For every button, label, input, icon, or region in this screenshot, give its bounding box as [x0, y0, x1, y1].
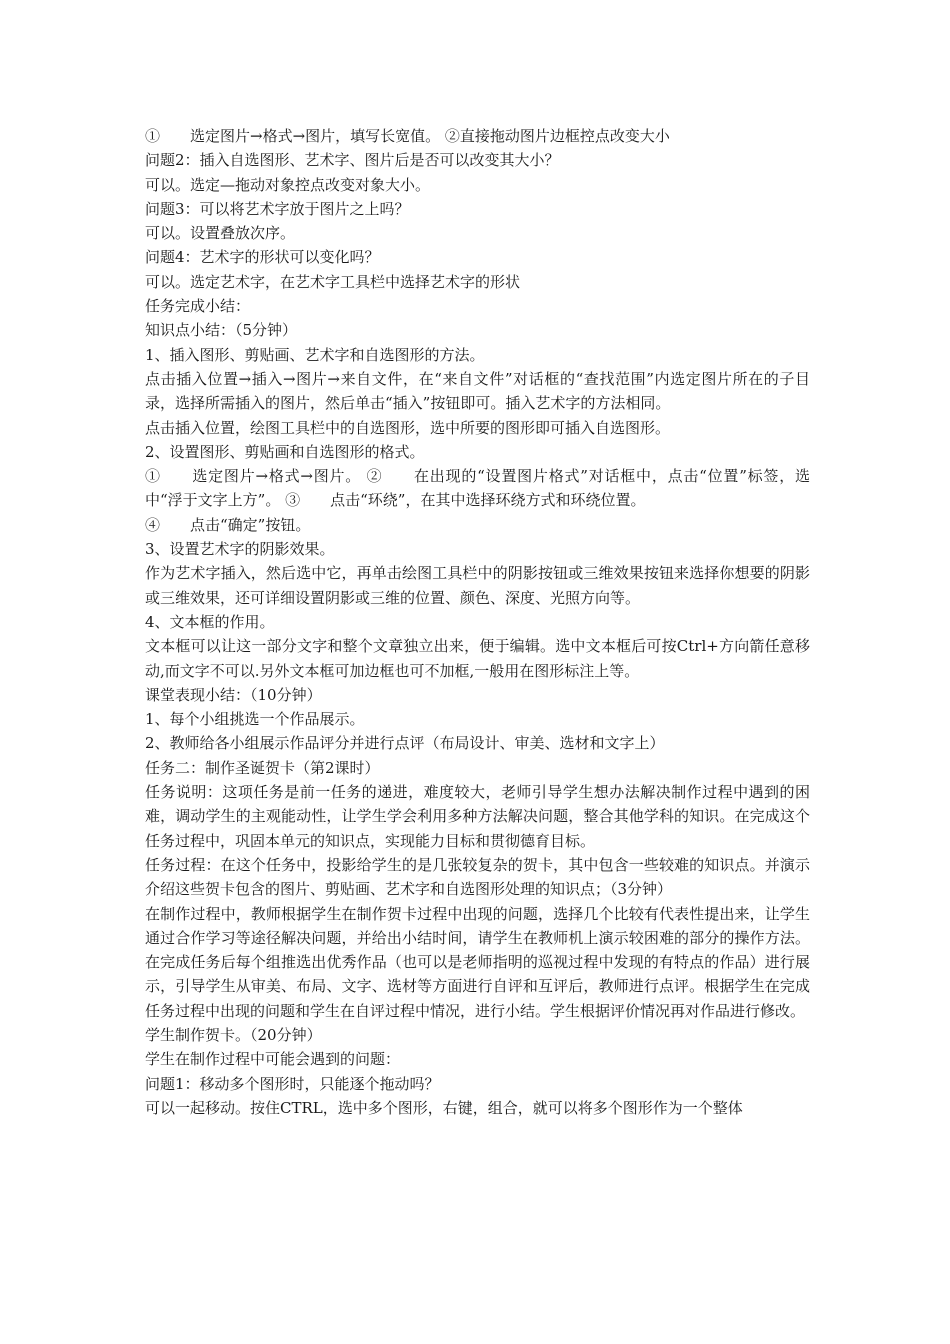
paragraph: 任务过程：在这个任务中，投影给学生的是几张较复杂的贺卡，其中包含一些较难的知识点。并演示介绍这些贺卡包含的图片、剪贴画、艺术字和自选图形处理的知识点；（3分钟）	[145, 855, 810, 899]
paragraph: 作为艺术字插入，然后选中它，再单击绘图工具栏中的阴影按钮或三维效果按钮来选择你想要的阴影或三维效果，还可详细设置阴影或三维的位置、颜色、深度、光照方向等。	[145, 564, 810, 607]
paragraph: 点击插入位置→插入→图片→来自文件，在“来自文件”对话框的“查找范围”内选定图片所在的子目录，选择所需插入的图片，然后单击“插入”按钮即可。插入艺术字的方法相同。	[145, 369, 810, 413]
section-heading: 任务二：制作圣诞贺卡（第2课时）	[145, 758, 380, 777]
text-line: 点击插入位置，绘图工具栏中的自选图形，选中所要的图形即可插入自选图形。	[145, 418, 671, 437]
paragraph: 任务说明：这项任务是前一任务的递进，难度较大，老师引导学生想办法解决制作过程中遇到的困难，调动学生的主观能动性，让学生学会利用多种方法解决问题，整合其他学科的知识。在完成这个任务过程中，巩固本单元的知识点，实现能力目标和贯彻德育目标。	[145, 783, 810, 850]
paragraph: ① 选定图片→格式→图片。 ② 在出现的“设置图片格式”对话框中，点击“位置”标签，选中“浮于文字上方”。 ③ 点击“环绕”，在其中选择环绕方式和环绕位置。	[145, 467, 810, 510]
section-heading: 知识点小结：（5分钟）	[145, 321, 298, 340]
paragraph: 文本框可以让这一部分文字和整个文章独立出来，便于编辑。选中文本框后可按Ctrl+方向箭任意移动,而文字不可以.另外文本框可加边框也可不加框,一般用在图形标注上等。	[145, 637, 810, 680]
text-line: 1、插入图形、剪贴画、艺术字和自选图形的方法。	[145, 345, 485, 364]
text-line: 问题4：艺术字的形状可以变化吗？	[145, 248, 380, 267]
text-line: 问题2：插入自选图形、艺术字、图片后是否可以改变其大小？	[145, 151, 560, 170]
text-line: 可以。选定艺术字，在艺术字工具栏中选择艺术字的形状	[145, 272, 521, 291]
text-line: 学生在制作过程中可能会遇到的问题：	[145, 1050, 401, 1069]
text-line: 1、每个小组挑选一个作品展示。	[145, 710, 365, 729]
text-line: 可以一起移动。按住CTRL，选中多个图形，右键，组合，就可以将多个图形作为一个整体	[145, 1098, 743, 1117]
section-heading: 课堂表现小结：（10分钟）	[145, 685, 322, 704]
text-line: 问题1：移动多个图形时，只能逐个拖动吗？	[145, 1074, 440, 1093]
text-line: 2、教师给各小组展示作品评分并进行点评（布局设计、审美、选材和文字上）	[145, 734, 665, 753]
text-line: 可以。设置叠放次序。	[145, 224, 296, 243]
text-line: ④ 点击“确定”按钮。	[145, 515, 311, 534]
paragraph: 在制作过程中，教师根据学生在制作贺卡过程中出现的问题，选择几个比较有代表性提出来，让学生通过合作学习等途径解决问题，并给出小结时间，请学生在教师机上演示较困难的部分的操作方法。在完成任务后每个组推选出优秀作品（也可以是老师指明的巡视过程中发现的有特点的作品）进行展示，引导学生从审美、布局、文字、选材等方面进行自评和互评后，教师进行点评。根据学生在完成任务过程中出现的问题和学生在自评过程中情况，进行小结。学生根据评价情况再对作品进行修改。	[145, 904, 810, 1020]
document-page	[145, 124, 810, 1120]
text-line: 2、设置图形、剪贴画和自选图形的格式。	[145, 442, 425, 461]
text-line: 问题3：可以将艺术字放于图片之上吗？	[145, 199, 410, 218]
text-line: 可以。选定—拖动对象控点改变对象大小。	[145, 175, 431, 194]
text-line: 学生制作贺卡。（20分钟）	[145, 1025, 322, 1044]
text-line: ① 选定图片→格式→图片，填写长宽值。 ②直接拖动图片边框控点改变大小	[145, 127, 670, 145]
text-line: 3、设置艺术字的阴影效果。	[145, 540, 335, 559]
text-line: 4、文本框的作用。	[145, 612, 275, 631]
section-heading: 任务完成小结：	[145, 297, 251, 316]
